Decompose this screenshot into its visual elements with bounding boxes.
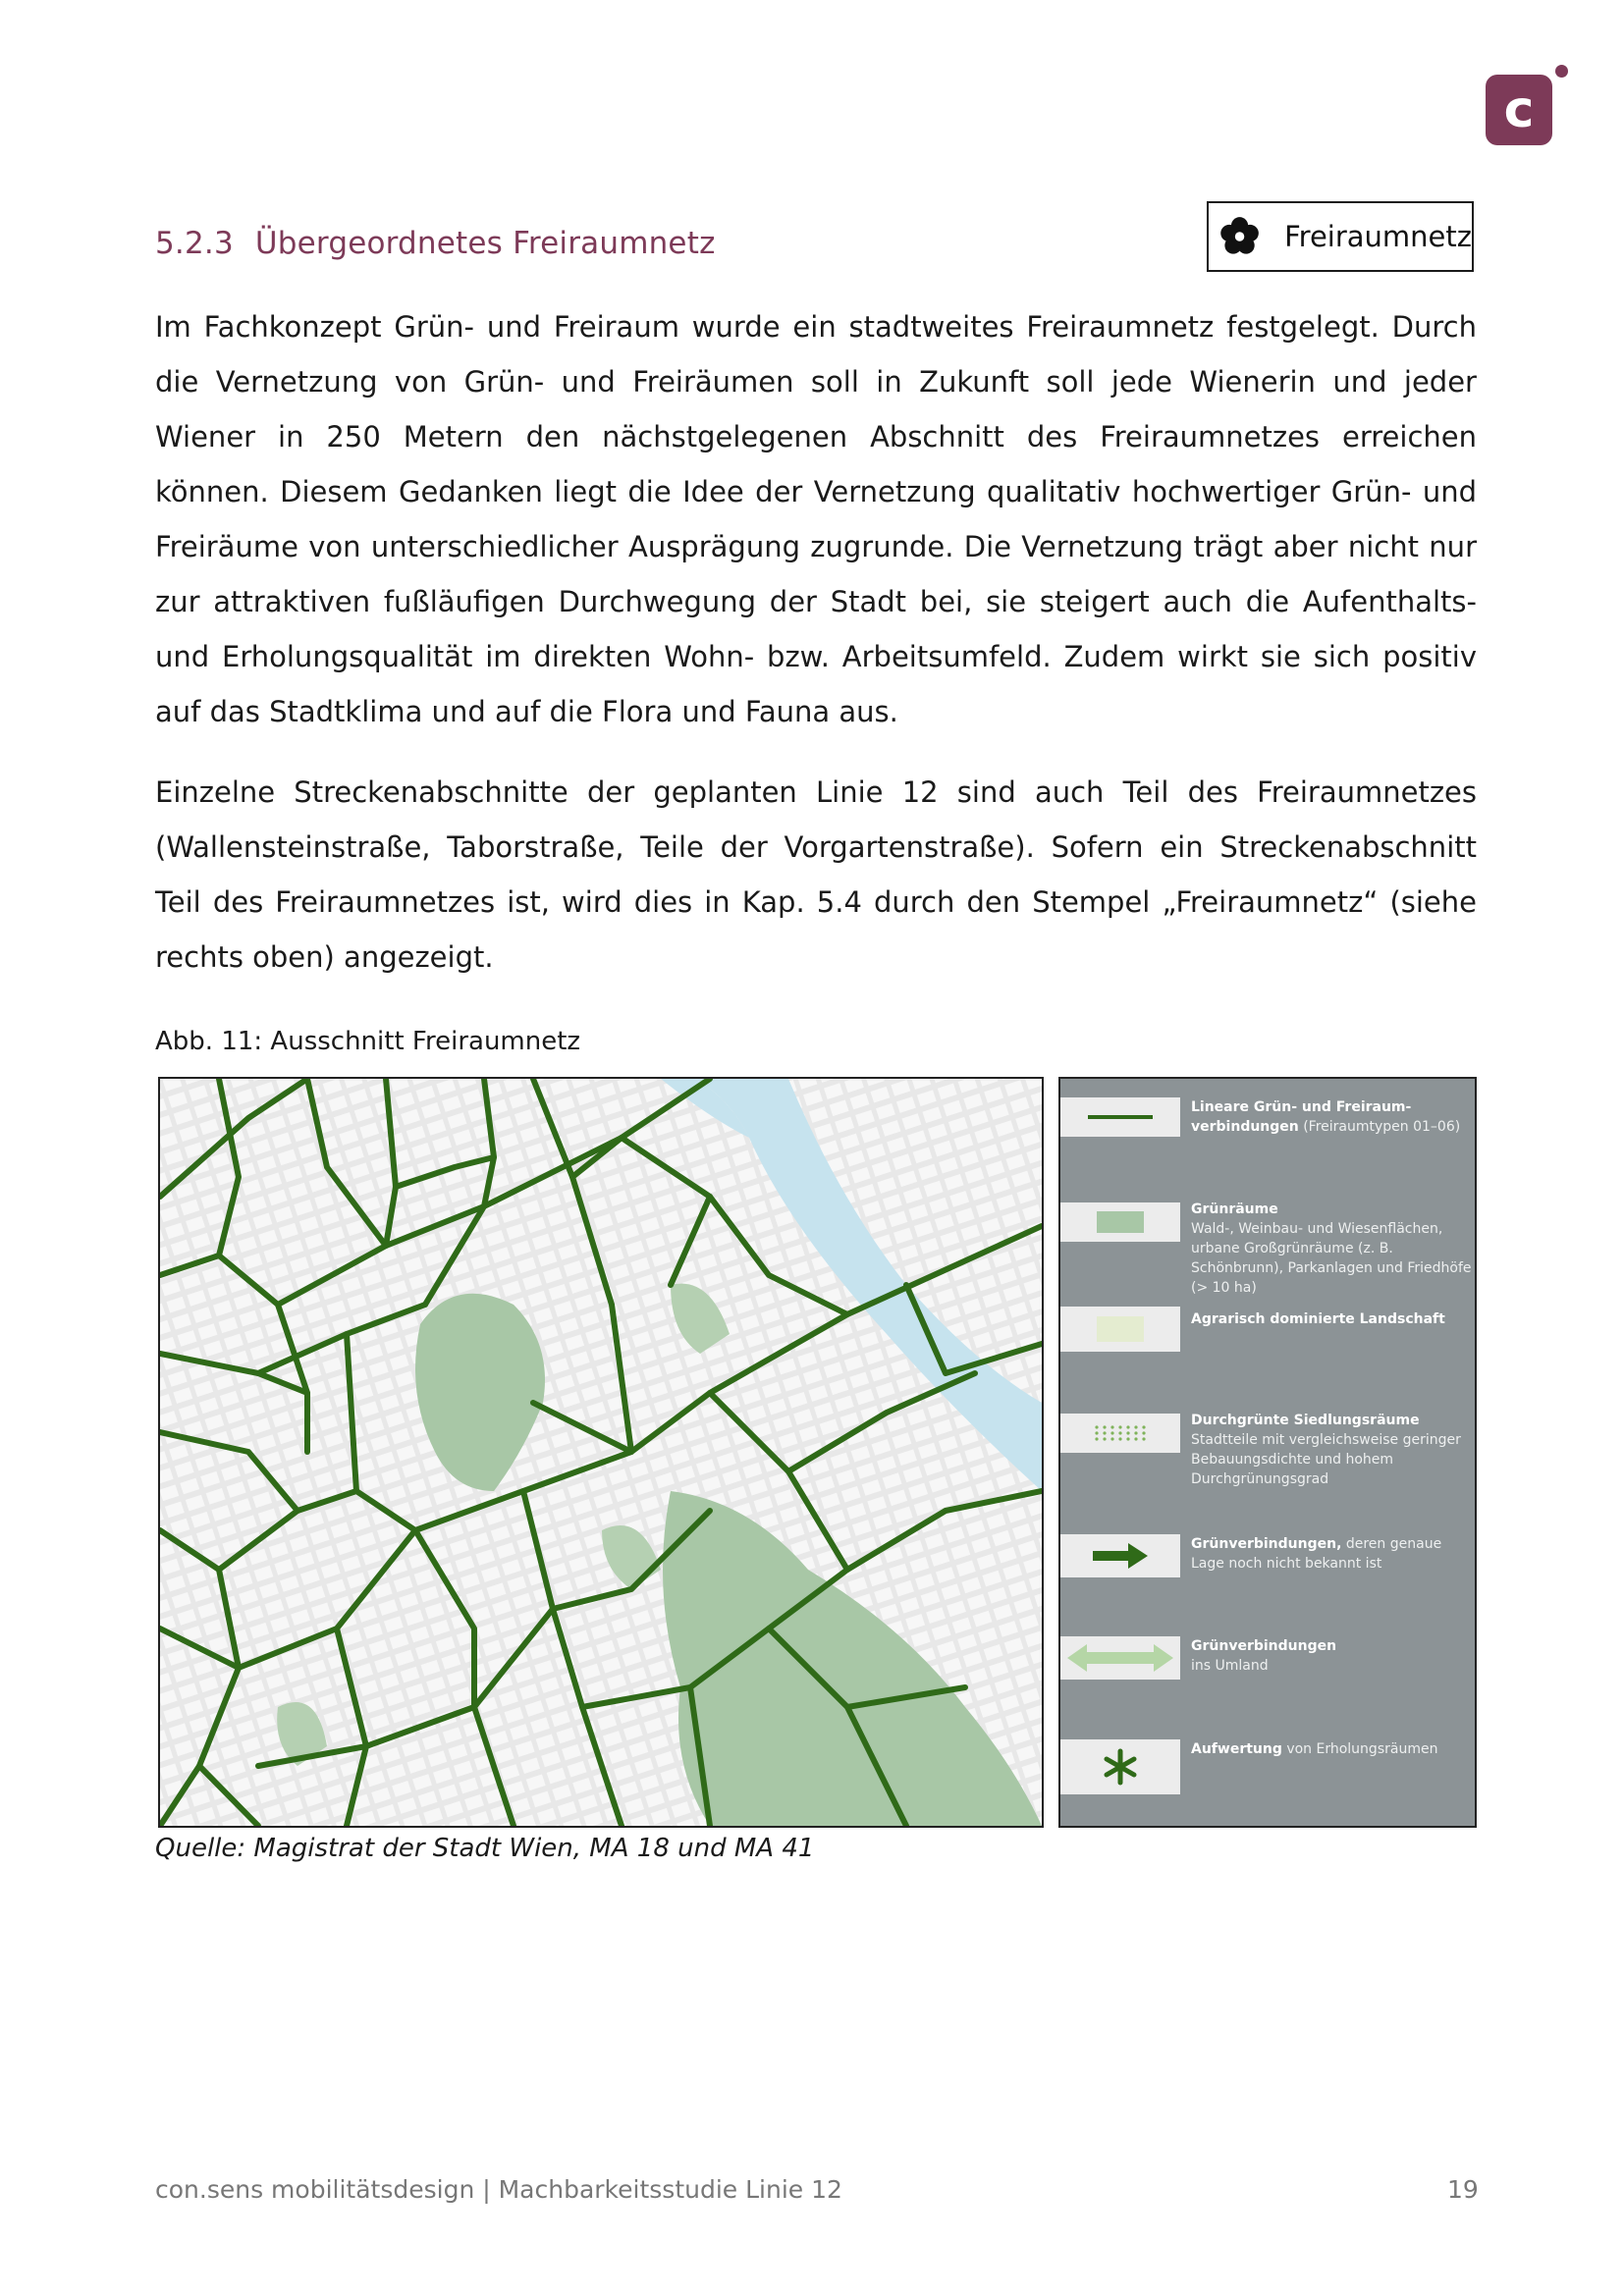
freiraumnetz-map: [158, 1077, 1044, 1828]
flower-icon: [1218, 212, 1261, 261]
map-graphic: [160, 1079, 1042, 1826]
freiraumnetz-stamp: [1207, 201, 1474, 272]
legend-sub: Stadtteile mit vergleichsweise geringer Bebauungsdichte und hohem Durchgrünungsgrad: [1191, 1432, 1461, 1487]
section-title: Übergeordnetes Freiraumnetz: [254, 226, 716, 261]
map-legend: [1058, 1077, 1477, 1828]
paragraph-1: Im Fachkonzept Grün- und Freiraum wurde ein stadtweites Freiraumnetz festgelegt. Durch die Vernetzung von Grün- und Freiräumen soll in Zukunft soll jede Wienerin und jeder Wiener in 250 Metern den nächstgelegenen Abschnitt des Freiraumnetzes erreichen können. Diesem Gedanken liegt die Idee der Vernetzung qualitativ hochwertiger Grün- und Freiräume von unterschiedlicher Ausprägung zugrunde. Die Vernetzung trägt aber nicht nur zur attraktiven fußläufigen Durchwegung der Stadt bei, sie steigert auch die Aufenthalts- und Erholungsqualität im direkten Wohn- bzw. Arbeitsumfeld. Zudem wirkt sie sich positiv auf das Stadtklima und auf die Flora und Fauna aus.: [155, 310, 1477, 728]
paragraph-2: Einzelne Streckenabschnitte der geplanten Linie 12 sind auch Teil des Freiraumnetzes (Wallensteinstraße, Taborstraße, Teile der Vorgartenstraße). Sofern ein Streckenabschnitt Teil des Freiraumnetzes ist, wird dies in Kap. 5.4 durch den Stempel „Freiraumnetz“ (siehe rechts oben) angezeigt.: [155, 775, 1477, 974]
legend-text: [1191, 1309, 1476, 1329]
legend-title: Agrarisch dominierte Landschaft: [1191, 1311, 1445, 1327]
logo-letter: c: [1503, 80, 1535, 139]
logo-dot: [1555, 65, 1568, 78]
section-heading: [155, 226, 716, 261]
legend-title: Grünverbindungen,: [1191, 1536, 1342, 1552]
legend-dots-symbol: [1060, 1414, 1180, 1453]
legend-title: Lineare Grün- und Freiraum-verbindungen: [1191, 1099, 1412, 1135]
legend-pale-box-symbol: [1060, 1307, 1180, 1352]
legend-title: Grünverbindungen: [1191, 1638, 1337, 1654]
section-number: 5.2.3: [155, 226, 234, 261]
arrow-right-icon: [1060, 1534, 1180, 1577]
legend-text: [1191, 1739, 1476, 1759]
footer-text: con.sens mobilitätsdesign | Machbarkeitsstudie Linie 12: [155, 2175, 842, 2204]
legend-line-symbol: [1060, 1097, 1180, 1137]
legend-title: Grünräume: [1191, 1201, 1278, 1217]
legend-sub: von Erholungsräumen: [1286, 1741, 1438, 1757]
legend-sub: (Freiraumtypen 01–06): [1303, 1119, 1461, 1135]
legend-text: [1191, 1200, 1476, 1298]
figure-caption: Abb. 11: Ausschnitt Freiraumnetz: [155, 1027, 581, 1056]
legend-text: [1191, 1534, 1476, 1574]
legend-text: [1191, 1097, 1476, 1137]
consens-logo: [1486, 75, 1552, 145]
legend-title: Durchgrünte Siedlungsräume: [1191, 1413, 1420, 1428]
legend-sub: Wald-, Weinbau- und Wiesenflächen, urbane Großgrünräume (z. B. Schönbrunn), Parkanlagen und Friedhöfe (> 10 ha): [1191, 1221, 1472, 1296]
stamp-label: Freiraumnetz: [1284, 220, 1472, 253]
legend-text: [1191, 1636, 1476, 1676]
legend-text: [1191, 1411, 1476, 1489]
page-number: 19: [1447, 2175, 1479, 2204]
legend-title: Aufwertung: [1191, 1741, 1282, 1757]
double-arrow-icon: [1060, 1636, 1180, 1680]
figure-source: Quelle: Magistrat der Stadt Wien, MA 18 und MA 41: [155, 1834, 815, 1863]
legend-green-box-symbol: [1060, 1202, 1180, 1242]
asterisk-icon: [1060, 1739, 1180, 1794]
legend-sub: deren genaue Lage noch nicht bekannt ist: [1191, 1536, 1442, 1572]
legend-sub: ins Umland: [1191, 1658, 1269, 1674]
